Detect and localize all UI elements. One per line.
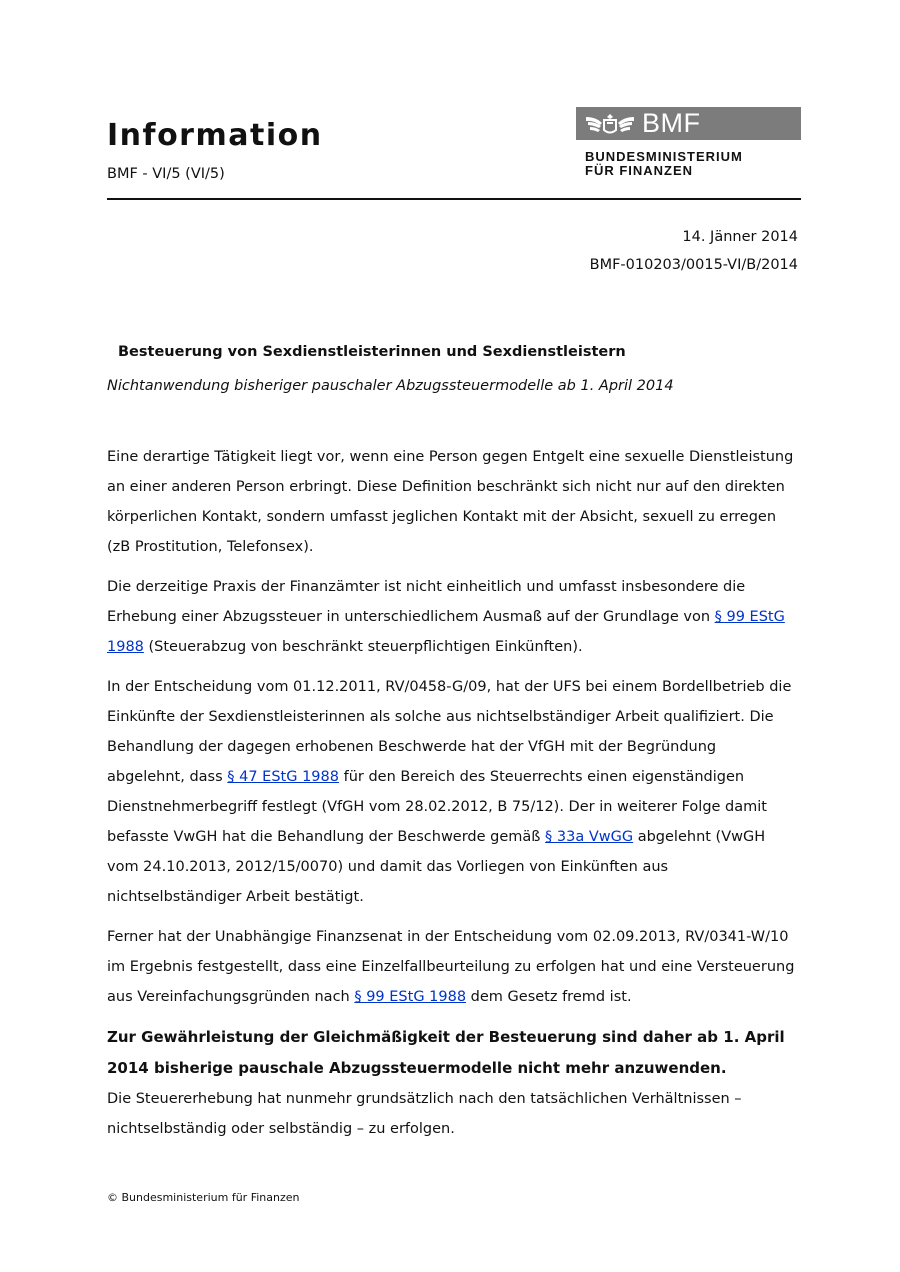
paragraph-5-bold: Zur Gewährleistung der Gleichmäßigkeit der Besteuerung sind daher ab 1. April 2014 bisherige pauschale Abzugssteuermodelle nicht mehr anzuwenden. bbox=[107, 1028, 785, 1077]
link-par-33a-vwgg[interactable]: § 33a VwGG bbox=[545, 829, 634, 845]
paragraph-3 bbox=[107, 672, 797, 912]
ministry-name-line2: FÜR FINANZEN bbox=[585, 163, 694, 178]
paragraph-4 bbox=[107, 922, 797, 1012]
paragraph-6: Die Steuererhebung hat nunmehr grundsätzlich nach den tatsächlichen Verhältnissen – nichtselbständig oder selbständig – zu erfolgen. bbox=[107, 1091, 742, 1137]
link-par-47-estg[interactable]: § 47 EStG 1988 bbox=[227, 769, 339, 785]
paragraph-5 bbox=[107, 1022, 797, 1084]
document-date: 14. Jänner 2014 bbox=[682, 229, 798, 245]
copyright-footer: © Bundesministerium für Finanzen bbox=[107, 1191, 300, 1204]
paragraph-3-text-c: abgelehnt (VwGH vom 24.10.2013, 2012/15/0070) und damit das Vorliegen von Einkünften aus nichtselbständiger Arbeit bestätigt. bbox=[107, 829, 766, 905]
logo-wordmark: BMF bbox=[642, 108, 701, 138]
reference-number: BMF-010203/0015-VI/B/2014 bbox=[589, 257, 798, 273]
paragraph-3-text-b: für den Bereich des Steuerrechts einen eigenständigen Dienstnehmerbegriff festlegt (VfGH vom 28.02.2012, B 75/12). Der in weiterer Folge damit befasste VwGH hat die Behandlung der Beschwerde gemäß bbox=[107, 769, 767, 845]
link-par-99-estg-2[interactable]: § 99 EStG 1988 bbox=[354, 989, 467, 1005]
paragraph-3-text-a: In der Entscheidung vom 01.12.2011, RV/0458-G/09, hat der UFS bei einem Bordellbetrieb die Einkünfte der Sexdienstleisterinnen als solche aus nichtselbständiger Arbeit qualifiziert. Die Behandlung der dagegen erhobenen Beschwerde hat der VfGH mit der Begründung abgelehnt, dass bbox=[107, 679, 792, 785]
document-title: Besteuerung von Sexdienstleisterinnen und Sexdienstleistern bbox=[118, 344, 626, 360]
page-title: Information bbox=[107, 118, 323, 153]
department-code: BMF - VI/5 (VI/5) bbox=[107, 166, 225, 182]
paragraph-2 bbox=[107, 572, 797, 662]
link-par-99-estg[interactable]: § 99 EStG 1988 bbox=[107, 609, 785, 655]
eagle-emblem-icon bbox=[584, 111, 636, 137]
bmf-logo bbox=[576, 107, 801, 140]
paragraph-2-text-a: Die derzeitige Praxis der Finanzämter ist nicht einheitlich und umfasst insbesondere die Erhebung einer Abzugssteuer in unterschiedlichem Ausmaß auf der Grundlage von bbox=[107, 579, 746, 625]
ministry-name bbox=[585, 150, 743, 178]
paragraph-2-text-b: (Steuerabzug von beschränkt steuerpflichtigen Einkünften). bbox=[143, 639, 583, 655]
header-divider bbox=[107, 198, 801, 200]
document-subtitle: Nichtanwendung bisheriger pauschaler Abzugssteuermodelle ab 1. April 2014 bbox=[107, 378, 674, 394]
paragraph-4-text-a: Ferner hat der Unabhängige Finanzsenat in der Entscheidung vom 02.09.2013, RV/0341-W/10 im Ergebnis festgestellt, dass eine Einzelfallbeurteilung zu erfolgen hat und eine Versteuerung aus Vereinfachungsgründen nach bbox=[107, 929, 795, 1005]
paragraph-4-text-b: dem Gesetz fremd ist. bbox=[466, 989, 632, 1005]
ministry-name-line1: BUNDESMINISTERIUM bbox=[585, 149, 743, 164]
body-text bbox=[107, 442, 797, 1154]
paragraph-1: Eine derartige Tätigkeit liegt vor, wenn eine Person gegen Entgelt eine sexuelle Dienstleistung an einer anderen Person erbringt. Diese Definition beschränkt sich nicht nur auf den direkten körperlichen Kontakt, sondern umfasst jeglichen Kontakt mit der Absicht, sexuell zu erregen (zB Prostitution, Telefonsex). bbox=[107, 449, 794, 555]
